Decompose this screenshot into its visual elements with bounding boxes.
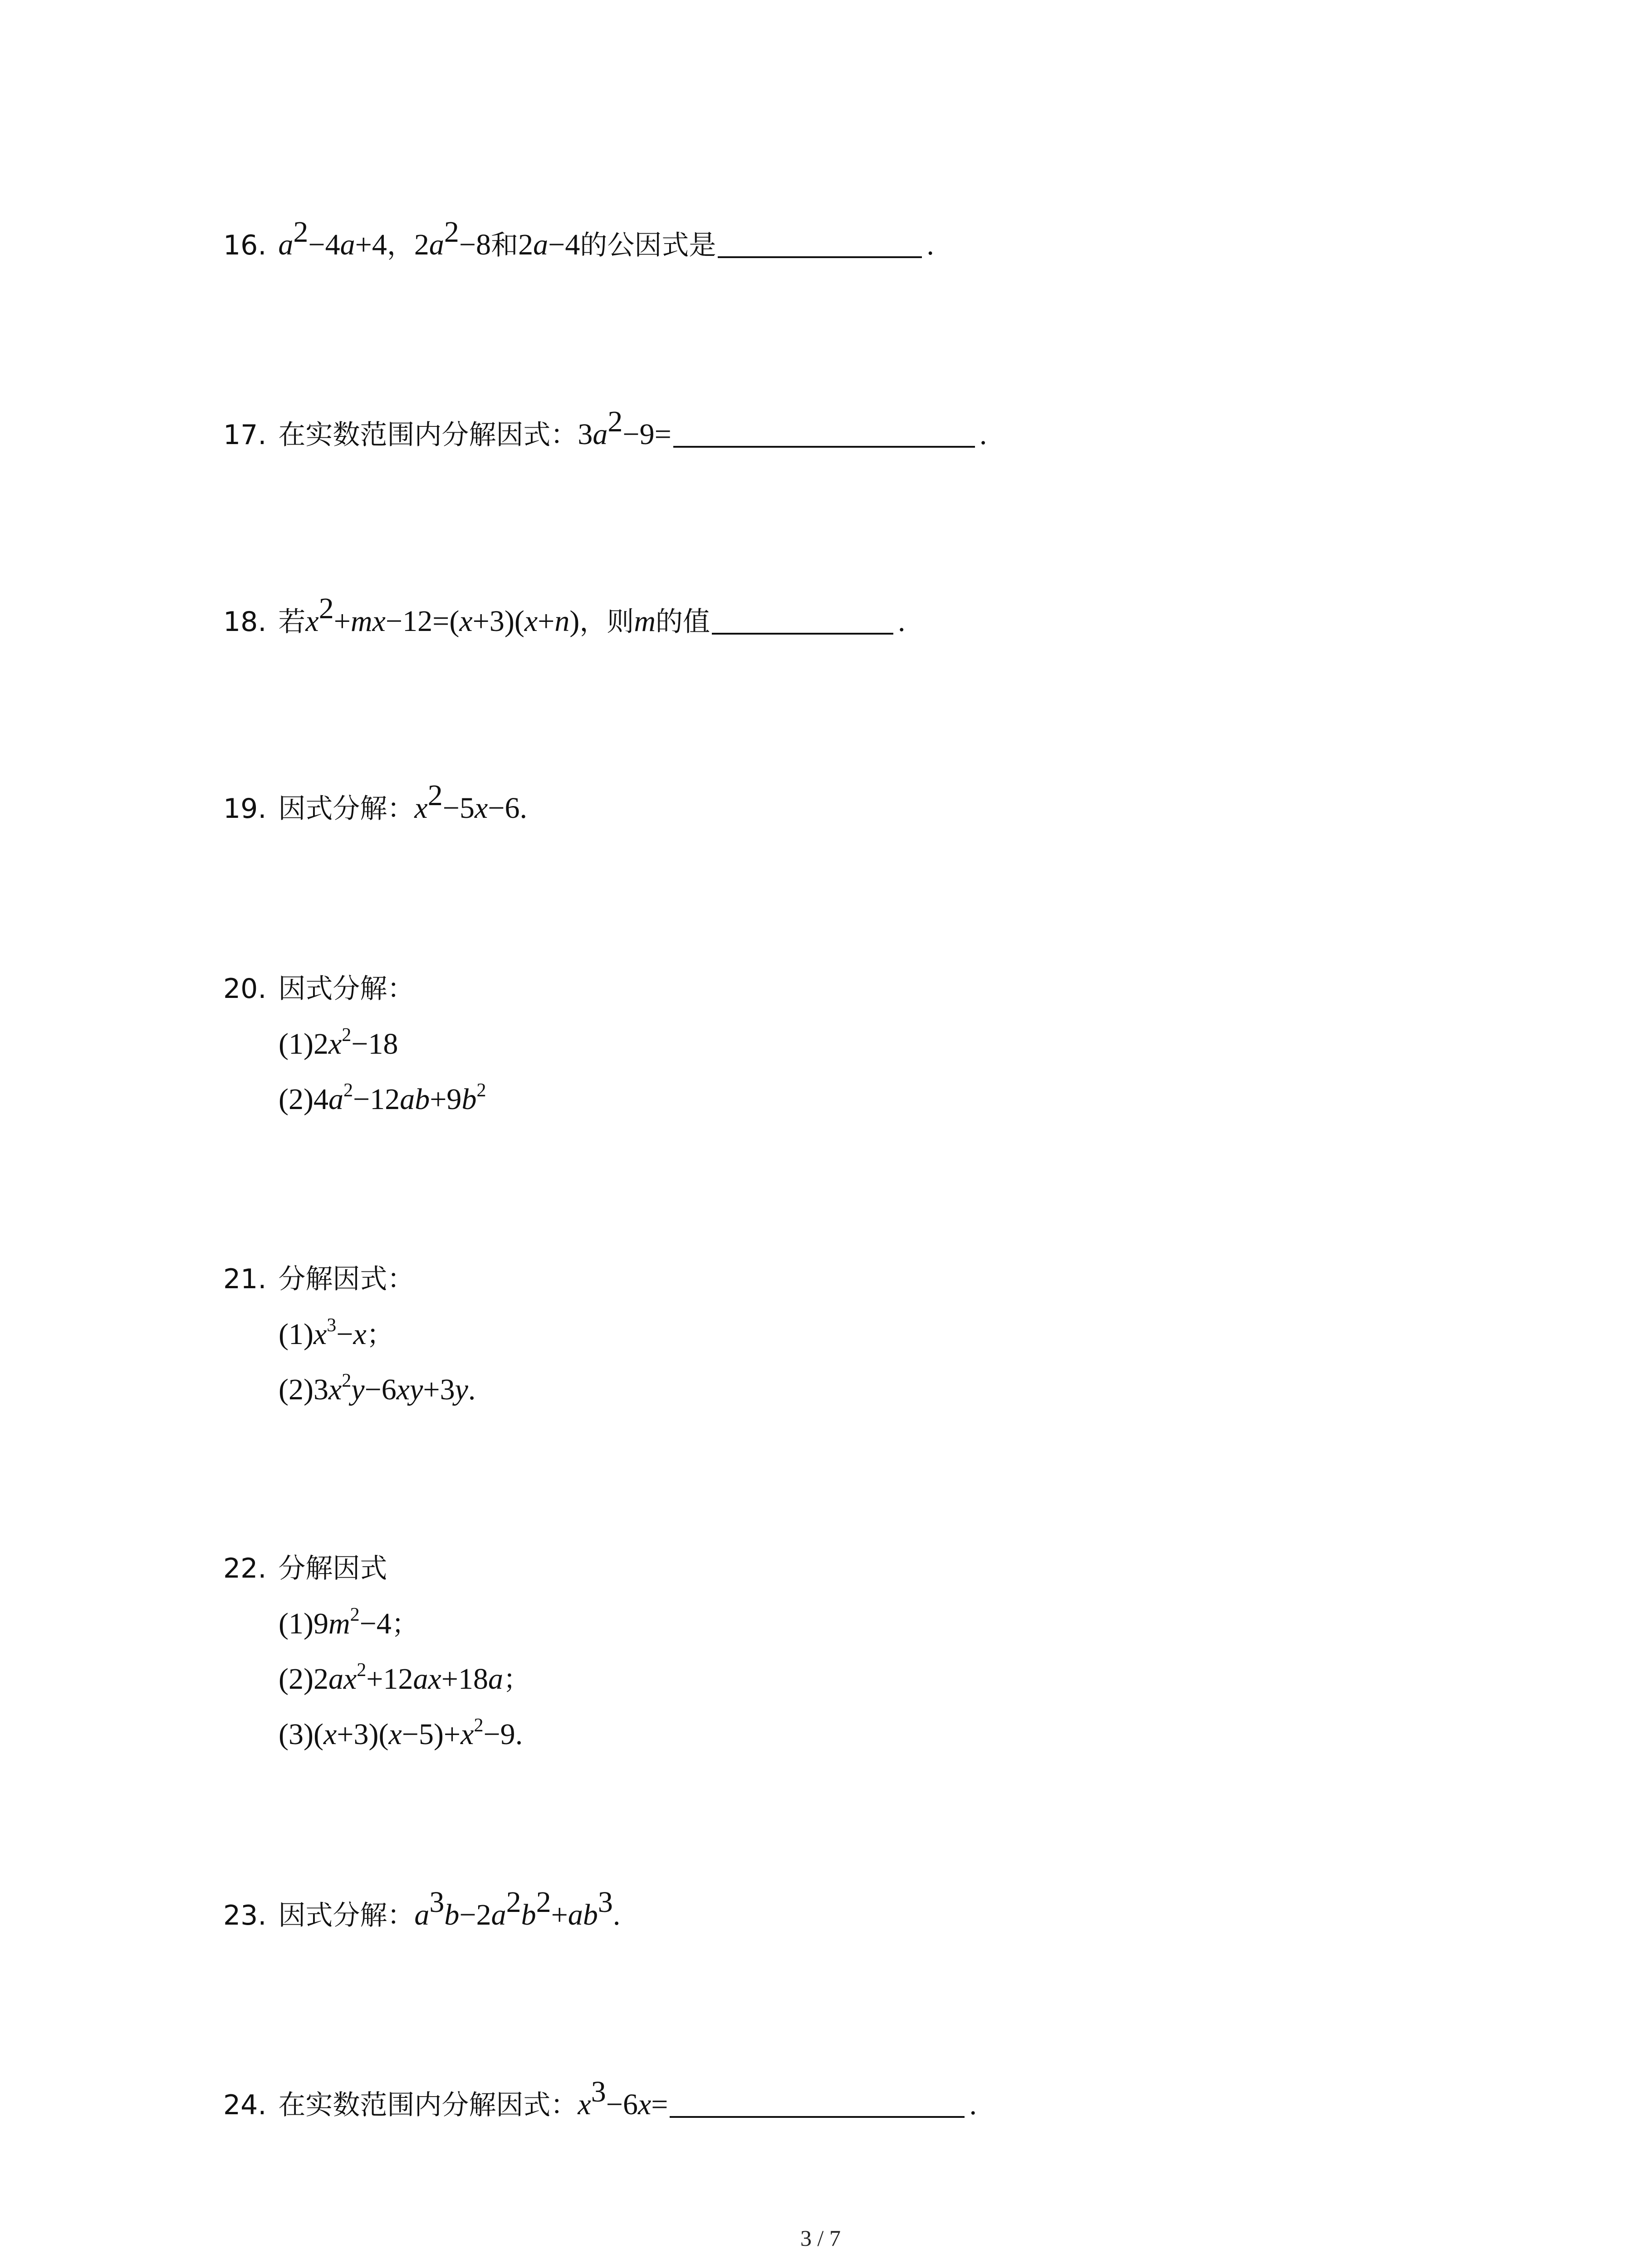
page-number: 3 / 7 <box>800 2225 841 2251</box>
question-number: 21. <box>223 1263 267 1295</box>
question-number: 18. <box>223 606 267 638</box>
answer-blank[interactable] <box>673 421 975 448</box>
question-21-part-2: $(2)3x^2y-6xy+3y$. <box>279 1370 476 1406</box>
question-18: 18. 若$x^2+mx-12=(x+3)(x+n)$，则m的值 . <box>223 592 906 638</box>
answer-blank[interactable] <box>670 2092 965 2118</box>
question-20-part-2: $(2)4a^2-12ab+9b^2$ <box>279 1080 486 1116</box>
question-23: 23. 因式分解：$a^3b-2a^2b^2+ab^3$. <box>223 1886 621 1931</box>
question-22-part-3: $(3)(x+3)(x-5)+x^2-9$. <box>279 1715 523 1751</box>
question-22-part-1: $(1)9m^2-4$； <box>279 1604 419 1640</box>
question-22-part-2: $(2)2ax^2+12ax+18a$； <box>279 1660 531 1696</box>
question-number: 23. <box>223 1900 267 1931</box>
question-20: 20. 因式分解： <box>223 973 415 1005</box>
question-16: 16. $a^2-4a+4$，$2a^2-8$和2a−4的公因式是 . <box>223 215 934 261</box>
question-24: 24. 在实数范围内分解因式：$x^3-6x=$ . <box>223 2075 977 2121</box>
question-number: 17. <box>223 419 267 451</box>
question-number: 19. <box>223 793 267 825</box>
answer-blank[interactable] <box>718 232 922 258</box>
question-21-part-1: $(1)x^3-x$； <box>279 1315 394 1351</box>
answer-blank[interactable] <box>712 608 893 635</box>
question-19: 19. 因式分解：$x^2-5x-6$. <box>223 779 527 825</box>
question-17: 17. 在实数范围内分解因式：$3a^2-9=$ . <box>223 405 987 451</box>
question-20-part-1: $(1)2x^2-18$ <box>279 1025 398 1061</box>
question-number: 20. <box>223 973 267 1005</box>
question-number: 22. <box>223 1553 267 1584</box>
question-21: 21. 分解因式： <box>223 1263 415 1295</box>
question-number: 24. <box>223 2089 267 2121</box>
question-number: 16. <box>223 230 267 261</box>
question-22: 22. 分解因式 <box>223 1553 387 1584</box>
